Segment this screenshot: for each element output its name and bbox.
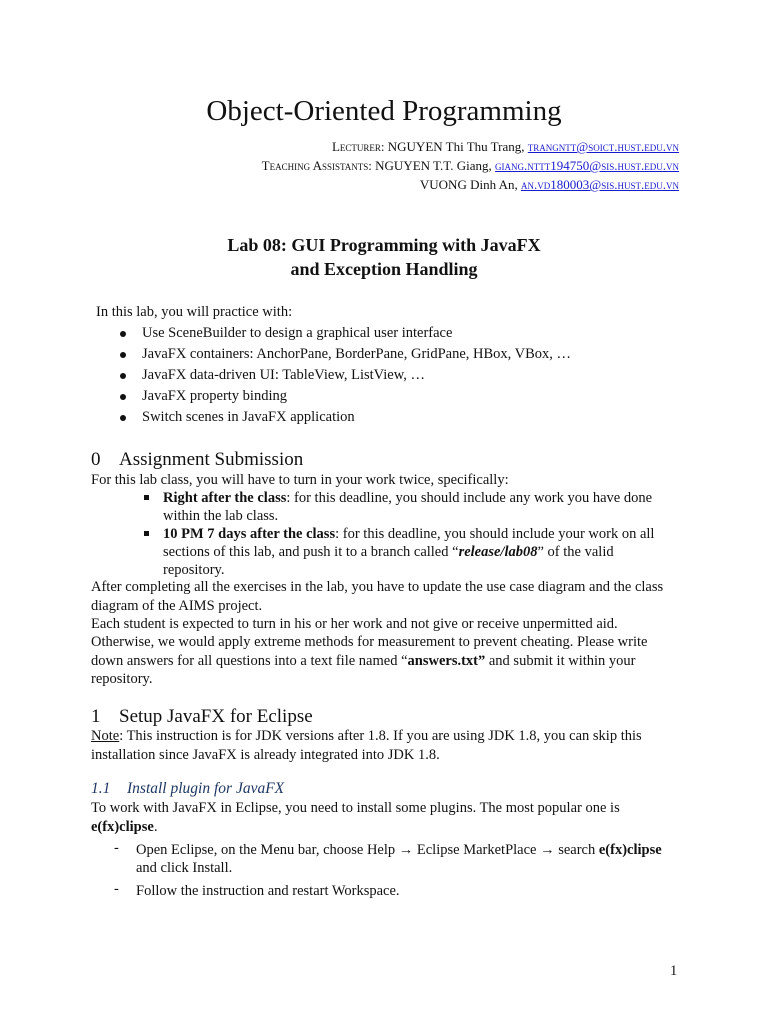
branch-name: release/lab08 bbox=[458, 544, 538, 560]
answers-file-name: answers.txt” bbox=[407, 653, 486, 669]
bullet-dot bbox=[120, 352, 126, 358]
bullet-dot bbox=[120, 373, 126, 379]
deadline-1-line2: within the lab class. bbox=[163, 508, 279, 524]
subsection-title: Install plugin for JavaFX bbox=[127, 780, 285, 797]
lab-title-line1: Lab 08: GUI Programming with JavaFX bbox=[227, 235, 541, 255]
ta-label: Teaching Assistants: bbox=[261, 158, 372, 173]
section-0-p3-line1: Each student is expected to turn in his or her work and not give or receive unpermitted aid. bbox=[91, 616, 618, 632]
bullet-square bbox=[144, 531, 149, 536]
deadline-2-line2 bbox=[163, 543, 614, 562]
step-1-plugin: e(fx)clipse bbox=[598, 842, 662, 858]
intro-item: JavaFX containers: AnchorPane, BorderPane, GridPane, HBox, VBox, … bbox=[142, 346, 572, 362]
intro-item: Switch scenes in JavaFX application bbox=[142, 409, 355, 425]
section-0-p3-line4: repository. bbox=[91, 671, 153, 687]
lab-title-line2: and Exception Handling bbox=[290, 259, 478, 279]
deadline-1-text: : for this deadline, you should include any work you have done bbox=[286, 490, 653, 506]
section-0-heading bbox=[91, 448, 303, 472]
step-1-text: Open Eclipse, on the Menu bar, choose Help → Eclipse MarketPlace → search bbox=[136, 842, 599, 858]
deadline-2-label: 10 PM 7 days after the class bbox=[163, 526, 336, 542]
lecturer-label: Lecturer: bbox=[331, 139, 385, 154]
intro-item: Use SceneBuilder to design a graphical user interface bbox=[142, 325, 453, 341]
section-1-1-p-line1: To work with JavaFX in Eclipse, you need to install some plugins. The most popular one is bbox=[91, 800, 620, 816]
section-0-p3-line3 bbox=[91, 652, 635, 671]
note-line1 bbox=[91, 727, 642, 746]
section-1-heading bbox=[91, 705, 313, 729]
period: . bbox=[153, 819, 158, 835]
step-1-line1 bbox=[136, 841, 662, 860]
ta2-name: VUONG Dinh An, bbox=[419, 177, 518, 192]
ta1-email-link[interactable]: giang.nttt194750@sis.hust.edu.vn bbox=[495, 158, 679, 173]
deadline-1-line1 bbox=[163, 489, 652, 508]
lecturer-line bbox=[332, 139, 679, 155]
bullet-dot bbox=[120, 394, 126, 400]
section-title: Setup JavaFX for Eclipse bbox=[119, 706, 313, 727]
deadline-2-text-a: sections of this lab, and push it to a branch called “ bbox=[163, 544, 459, 560]
section-number: 1 bbox=[91, 706, 101, 727]
section-1-1-heading bbox=[91, 779, 284, 799]
ta1-name: NGUYEN T.T. Giang, bbox=[375, 158, 492, 173]
bullet-dot bbox=[120, 415, 126, 421]
plugin-name: e(fx)clipse bbox=[91, 819, 154, 835]
section-number: 0 bbox=[91, 449, 101, 470]
deadline-1-label: Right after the class bbox=[163, 490, 287, 506]
ta-line-2 bbox=[420, 177, 679, 193]
deadline-2-text: : for this deadline, you should include your work on all bbox=[335, 526, 655, 542]
p3-text-a: down answers for all questions into a text file named “ bbox=[91, 653, 408, 669]
deadline-2-text-b: ” of the valid bbox=[537, 544, 614, 560]
note-label: Note bbox=[91, 728, 120, 744]
bullet-square bbox=[144, 495, 149, 500]
section-title: Assignment Submission bbox=[119, 449, 304, 470]
subsection-number: 1.1 bbox=[91, 780, 111, 797]
page-number: 1 bbox=[670, 963, 678, 979]
section-0-p3-line2: Otherwise, we would apply extreme methods for measurement to prevent cheating. Please write bbox=[91, 634, 648, 650]
section-1-1-p-line2 bbox=[91, 818, 157, 837]
section-0-p2-line1: After completing all the exercises in the lab, you have to update the use case diagram and the class bbox=[91, 579, 664, 595]
dash-bullet: - bbox=[114, 881, 119, 897]
deadline-2-line3: repository. bbox=[163, 562, 225, 578]
p3-text-b: and submit it within your bbox=[485, 653, 636, 669]
intro-item: JavaFX data-driven UI: TableView, ListView, … bbox=[142, 367, 426, 383]
intro-item: JavaFX property binding bbox=[142, 388, 287, 404]
section-0-paragraph-1: For this lab class, you will have to turn in your work twice, specifically: bbox=[91, 472, 509, 488]
ta2-email-link[interactable]: an.vd180003@sis.hust.edu.vn bbox=[521, 177, 679, 192]
lecturer-name: NGUYEN Thi Thu Trang, bbox=[387, 139, 525, 154]
intro-lead: In this lab, you will practice with: bbox=[96, 304, 293, 320]
dash-bullet: - bbox=[114, 840, 119, 856]
step-2: Follow the instruction and restart Workspace. bbox=[136, 883, 400, 899]
course-title: Object-Oriented Programming bbox=[206, 95, 562, 127]
ta-line-1 bbox=[262, 158, 679, 174]
bullet-dot bbox=[120, 331, 126, 337]
deadline-2-line1 bbox=[163, 525, 654, 544]
section-0-p2-line2: diagram of the AIMS project. bbox=[91, 598, 263, 614]
note-text: : This instruction is for JDK versions after 1.8. If you are using JDK 1.8, you can skip this bbox=[119, 728, 642, 744]
note-line2: installation since JavaFX is already integrated into JDK 1.8. bbox=[91, 747, 440, 763]
step-1-line2: and click Install. bbox=[136, 860, 233, 876]
lecturer-email-link[interactable]: trangntt@soict.hust.edu.vn bbox=[527, 139, 679, 154]
